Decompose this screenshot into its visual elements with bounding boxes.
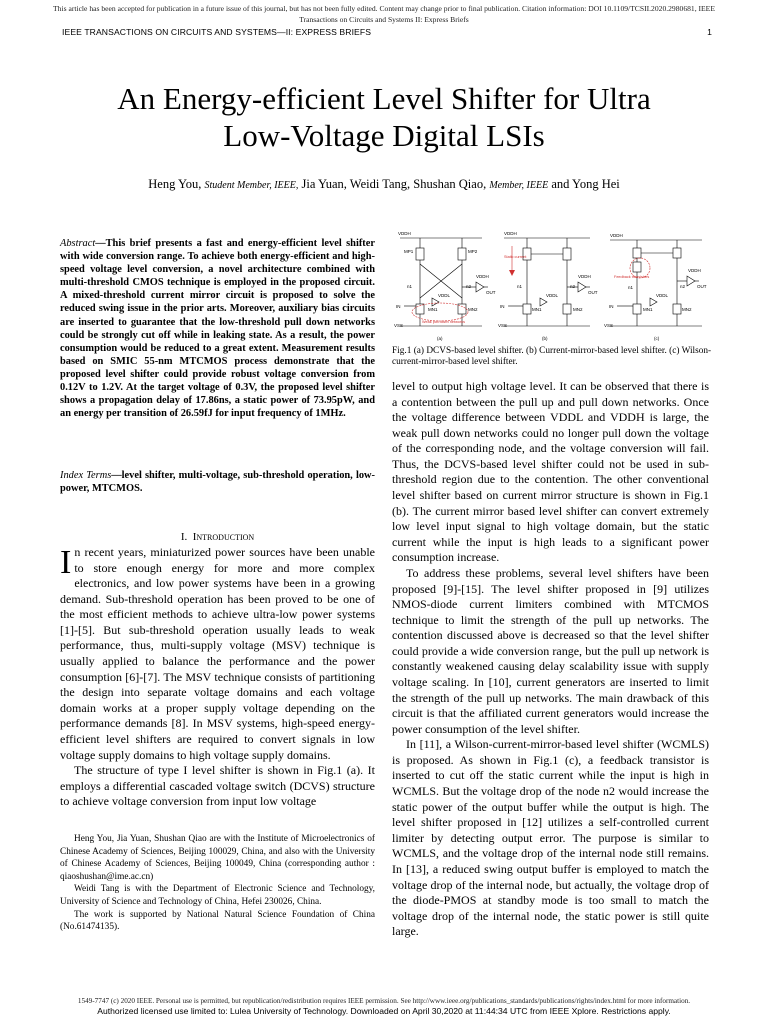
body-paragraph-2: To address these problems, several level shifters have been proposed [9]-[15]. The level shifter proposed in [9] utilizes NMOS-diode current limiters combined with MTCMOS technique to limit the strength of the pull up networks. The contention discussed above is decreased so that the level shifter could provide a wide conversion range, but the pull up network is constantly weakened causing delay scalability issue with supply voltage scaling. In [10], current generators are inserted to limit the strength of the pull up networks. The main drawback of this circuit is that the affiliated current generators would increase the power consumption of the level shifter. xyxy=(392,565,709,736)
running-header xyxy=(62,27,712,37)
label-vddh-b: VDDH xyxy=(504,231,517,236)
label-mn2-b: MN2 xyxy=(573,307,583,312)
title-line-1: An Energy-efficient Level Shifter for Ultra xyxy=(117,81,651,116)
section-heading xyxy=(60,531,375,543)
body-paragraph-3: In [11], a Wilson-current-mirror-based level shifter (WCMLS) is proposed. As shown in Fig.1 (c), a feedback transistor is inserted to cut off the static current while the input is high in WCMLS. But the voltage drop of the node n2 would increase the static power of the output buffer while the output is high. The level shifter proposed in [12] utilizes a self-controlled current limiter by detecting output error. The purpose is similar to WCMLS, and the voltage drop of the internal node still remains. In [13], a reduced swing output buffer is employed to match the voltage drop of the internal node, but actually, the voltage drop of the diode-PMOS at standby mode is too small to match the voltage drop of the internal node, the static power is still quite large. xyxy=(392,737,709,939)
label-vss-c: VSS xyxy=(604,323,614,328)
paper-title xyxy=(40,80,728,154)
left-column-text xyxy=(60,545,375,810)
title-line-2: Low-Voltage Digital LSIs xyxy=(223,118,545,153)
index-terms-label: Index Terms xyxy=(60,470,112,481)
label-n1-c: n1 xyxy=(628,285,634,290)
intro-paragraph-1: In recent years, miniaturized power sources have been unable to store enough energy for more and more complex electronics, and low power systems have been in a growing demand. Sub-threshold operation has been proved to be one of the most efficient methods to achieve ultra-low power systems [1]-[5]. But sub-threshold operation usually leads to weak performance, thus, multi-supply voltage (MSV) technique is usually applied to balance the performance and the power consumption [6]-[7]. The MSV technique consists of partitioning the design into separate voltage domains and each voltage domain works at a proper supply voltage depending on the performance demands [8]. In MSV systems, high-speed energy-efficient level shifters are required to convert signals in low voltage supply domains to high voltage supply domains. xyxy=(60,544,375,762)
figure-caption: Fig.1 (a) DCVS-based level shifter. (b) Current-mirror-based level shifter. (c) Wilson-current-mirror-based level shifter. xyxy=(392,346,712,368)
label-vddh-c: VDDH xyxy=(610,233,623,238)
figure-1-circuits xyxy=(392,226,717,344)
intro-paragraph-2: The structure of type I level shifter is shown in Fig.1 (a). It employs a differential cascaded voltage switch (DCVS) structure to achieve voltage conversion from input low voltage xyxy=(60,763,375,809)
label-feedback-transistors: Feedback transistors xyxy=(614,275,650,279)
footnote-affiliation-1: Heng You, Jia Yuan, Shushan Qiao are with the Institute of Microelectronics of Chinese Academy of Sciences, Beijing 100029, China, and also with the University of Chinese Academy of Sciences, Beijing 100049, China (corresponding author : qiaoshushan@ime.ac.cn) xyxy=(60,834,375,882)
author-2-role: Member, IEEE xyxy=(489,180,549,191)
label-out-c: OUT xyxy=(697,284,707,289)
section-title: Introduction xyxy=(192,531,255,543)
label-n1-a: n1 xyxy=(407,284,413,289)
publication-banner xyxy=(0,3,768,25)
label-out-b: OUT xyxy=(588,290,598,295)
author-3: and Yong Hei xyxy=(551,177,620,191)
abstract-label: Abstract xyxy=(60,238,96,249)
label-vss-a: VSS xyxy=(394,323,404,328)
label-vss-b: VSS xyxy=(498,323,508,328)
label-in-c: IN xyxy=(609,304,614,309)
author-2: Jia Yuan, Weidi Tang, Shushan Qiao, xyxy=(301,177,487,191)
label-sub-a: (a) xyxy=(437,336,443,341)
label-vddh-a: VDDH xyxy=(398,231,411,236)
footnote-affiliation-2: Weidi Tang is with the Department of Electronic Science and Technology, University of Science and Technology of China, Hefei 230026, China. xyxy=(60,884,375,907)
label-mn2-a: MN2 xyxy=(468,307,478,312)
label-weak-pulldown: Weak pull down networks xyxy=(422,320,465,324)
label-vddl-a: VDDL xyxy=(438,293,451,298)
label-vddh-buffer-a: VDDH xyxy=(476,274,489,279)
label-mn1-c: MN1 xyxy=(643,307,653,312)
copyright-notice: 1549-7747 (c) 2020 IEEE. Personal use is permitted, but republication/redistribution requires IEEE permission. See http://www.ieee.org/publications_standards/publications/rights/index.html for more information. xyxy=(77,997,691,1005)
label-vddh-buffer-c: VDDH xyxy=(688,268,701,273)
abstract-text: —This brief presents a fast and energy-efficient level shifter with wide conversion range. To achieve both energy-efficient and high-speed voltage level conversion, a novel architecture combined with multi-threshold CMOS technique is employed in the proposed circuit. A mixed-threshold current mirror circuit is proposed to solve the reduced swing issue in the prior arts. Moreover, auxiliary bias circuits are inserted to guarantee that the low-threshold pull down networks could be strongly cut off while in leaking state. As a result, the power consumption would be reduced to a great extent. Measurement results based on SMIC 55-nm MTCMOS process demonstrate that the proposed level shifter could provide robust voltage conversion from 0.12V to 1.2V. At the target voltage of 0.3V, the proposed level shifter shows a propagation delay of 17.86ns, a static power of 73.95pW, and an energy per transition of 26.59fJ for input frequency of 1MHz. xyxy=(60,238,375,420)
label-n2-c: n2 xyxy=(680,284,686,289)
author-list xyxy=(40,177,728,192)
label-sub-b: (b) xyxy=(542,336,548,341)
footnote xyxy=(60,833,375,934)
label-out-a: OUT xyxy=(486,290,496,295)
label-vddl-c: VDDL xyxy=(656,293,669,298)
circuit-c xyxy=(604,233,707,341)
author-1: Heng You, xyxy=(148,177,202,191)
page-number: 1 xyxy=(707,27,712,37)
body-paragraph-1: level to output high voltage level. It can be observed that there is a contention between the pull up and pull down networks. Once the voltage difference between VDDL and VDDH is large, the weak pull down networks could no longer pull down the voltage of the corresponding node, and the voltage conversion will fail. Thus, the DCVS-based level shifter could not be used in sub-threshold region due to the contention. The other conventional level shifter based on current mirror structure is shown in Fig.1 (b). The current mirror based level shifter can convert extremely low level input signal to high voltage domain, but the static current while the input is high leads to a significant power consumption increase. xyxy=(392,379,709,565)
right-column-text xyxy=(392,379,709,940)
circuit-a xyxy=(394,231,496,341)
drop-cap: I xyxy=(60,544,72,581)
label-vddh-buffer-b: VDDH xyxy=(578,274,591,279)
author-1-role: Student Member, IEEE, xyxy=(204,180,299,191)
label-sub-c: (c) xyxy=(654,336,660,341)
label-n1-b: n1 xyxy=(517,284,523,289)
label-mn2-c: MN2 xyxy=(682,307,692,312)
label-mn1-a: MN1 xyxy=(428,307,438,312)
label-mp2-a: MP2 xyxy=(468,249,478,254)
circuit-b xyxy=(498,231,598,341)
label-n2-a: n2 xyxy=(466,284,472,289)
label-vddl-b: VDDL xyxy=(546,293,559,298)
abstract xyxy=(60,237,375,420)
banner-line-1: This article has been accepted for publication in a future issue of this journal, but has not been fully edited. Content may change prior to final publication. Citation information: DOI 10.1109/TCSII.2020.2980681, IEEE xyxy=(53,4,715,13)
license-notice: Authorized licensed use limited to: Lulea University of Technology. Downloaded on April 30,2020 at 11:44:34 UTC from IEEE Xplore. Restrictions apply. xyxy=(97,1006,671,1016)
label-mp1-a: MP1 xyxy=(404,249,414,254)
index-terms-text: —level shifter, multi-voltage, sub-threshold operation, low-power, MTCMOS. xyxy=(60,470,375,495)
index-terms xyxy=(60,469,375,495)
section-number: I. xyxy=(180,531,188,543)
label-n2-b: n2 xyxy=(570,284,576,289)
journal-name: IEEE TRANSACTIONS ON CIRCUITS AND SYSTEMS—II: EXPRESS BRIEFS xyxy=(62,27,372,37)
footnote-funding: The work is supported by National Natural Science Foundation of China (No.61474135). xyxy=(60,909,375,933)
label-in-b: IN xyxy=(500,304,505,309)
banner-line-2: Transactions on Circuits and Systems II: Express Briefs xyxy=(299,15,469,24)
label-mn1-b: MN1 xyxy=(532,307,542,312)
label-static-current: Static current xyxy=(504,255,527,259)
label-in-a: IN xyxy=(396,304,401,309)
